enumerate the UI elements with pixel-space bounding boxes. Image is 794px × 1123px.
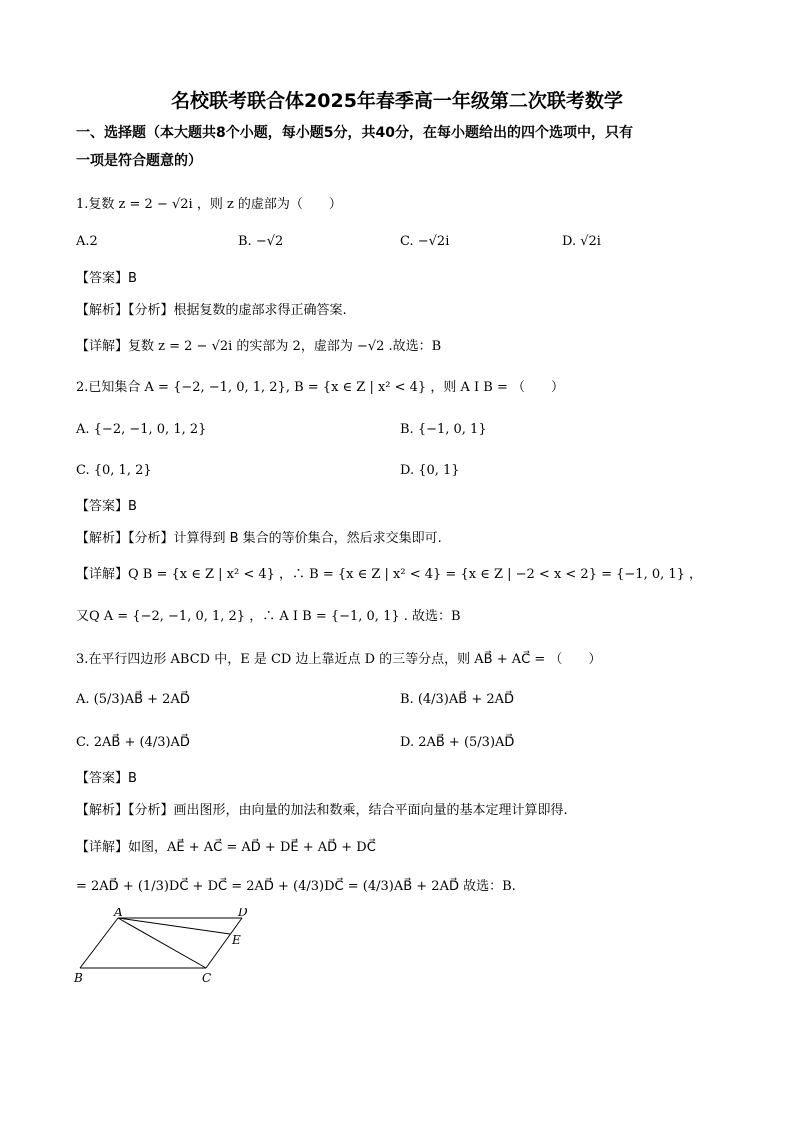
- section-heading-line2: 一项是符合题意的）: [76, 153, 202, 169]
- q2-detail-line2: 又Q A = {−2, −1, 0, 1, 2} ，∴ A I B = {−1, 0, 1} . 故选：B: [76, 609, 461, 624]
- segment-ac: [118, 918, 206, 968]
- page-title: 名校联考联合体2025年春季高一年级第二次联考数学: [171, 90, 623, 112]
- q2-analysis: 【解析】【分析】计算得到 B 集合的等价集合，然后求交集即可.: [76, 531, 442, 546]
- q2-option-a: A. {−2, −1, 0, 1, 2}: [76, 422, 207, 437]
- q3-detail-line2: = 2AD⃗ + (1/3)DC⃗ + DC⃗ = 2AD⃗ + (4/3)DC⃗ = (4/3)AB⃗ + 2AD⃗ 故选：B.: [76, 879, 516, 894]
- q1-option-d: D. √2i: [562, 234, 601, 249]
- label-c: C: [202, 971, 212, 985]
- q1-answer: 【答案】B: [76, 271, 137, 286]
- q3-option-c: C. 2AB⃗ + (4/3)AD⃗: [76, 735, 190, 750]
- label-e: E: [232, 933, 241, 947]
- section-heading-line1: 一、选择题（本大题共8个小题，每小题5分，共40分，在每小题给出的四个选项中，只有: [76, 125, 633, 141]
- q1-detail: 【详解】复数 z = 2 − √2i 的实部为 2，虚部为 −√2 .故选：B: [76, 339, 442, 354]
- q2-answer: 【答案】B: [76, 499, 137, 514]
- segment-ae: [118, 918, 230, 934]
- parallelogram-diagram: [70, 908, 250, 988]
- parallelogram-figure: [70, 908, 250, 992]
- label-d: D: [238, 908, 248, 919]
- q1-option-c: C. −√2i: [400, 234, 450, 249]
- q1-analysis: 【解析】【分析】根据复数的虚部求得正确答案.: [76, 303, 347, 318]
- q2-option-d: D. {0, 1}: [400, 463, 460, 478]
- q1-option-a: A.2: [76, 234, 98, 249]
- q1-stem: 1.复数 z = 2 − √2i ，则 z 的虚部为（ ）: [76, 197, 342, 212]
- q1-option-b: B. −√2: [238, 234, 284, 249]
- q2-option-c: C. {0, 1, 2}: [76, 463, 152, 478]
- q2-detail-line1: 【详解】Q B = {x ∈ Z | x² < 4} ，∴ B = {x ∈ Z | x² < 4} = {x ∈ Z | −2 < x < 2} = {−1, 0, 1} ，: [76, 567, 703, 582]
- q3-stem: 3.在平行四边形 ABCD 中，E 是 CD 边上靠近点 D 的三等分点，则 AB⃗ + AC⃗ = （ ）: [76, 652, 602, 667]
- q3-option-d: D. 2AB⃗ + (5/3)AD⃗: [400, 735, 515, 750]
- q3-analysis: 【解析】【分析】画出图形，由向量的加法和数乘，结合平面向量的基本定理计算即得.: [76, 803, 568, 818]
- edge-ba: [80, 918, 118, 968]
- q2-option-b: B. {−1, 0, 1}: [400, 422, 487, 437]
- q3-option-a: A. (5/3)AB⃗ + 2AD⃗: [76, 692, 190, 707]
- label-a: A: [114, 908, 123, 919]
- q2-stem: 2.已知集合 A = {−2, −1, 0, 1, 2}, B = {x ∈ Z | x² < 4} ，则 A I B = （ ）: [76, 380, 564, 395]
- label-b: B: [74, 971, 83, 985]
- q3-detail-line1: 【详解】如图，AE⃗ + AC⃗ = AD⃗ + DE⃗ + AD⃗ + DC⃗: [76, 840, 376, 855]
- q3-answer: 【答案】B: [76, 771, 137, 786]
- q3-option-b: B. (4/3)AB⃗ + 2AD⃗: [400, 692, 515, 707]
